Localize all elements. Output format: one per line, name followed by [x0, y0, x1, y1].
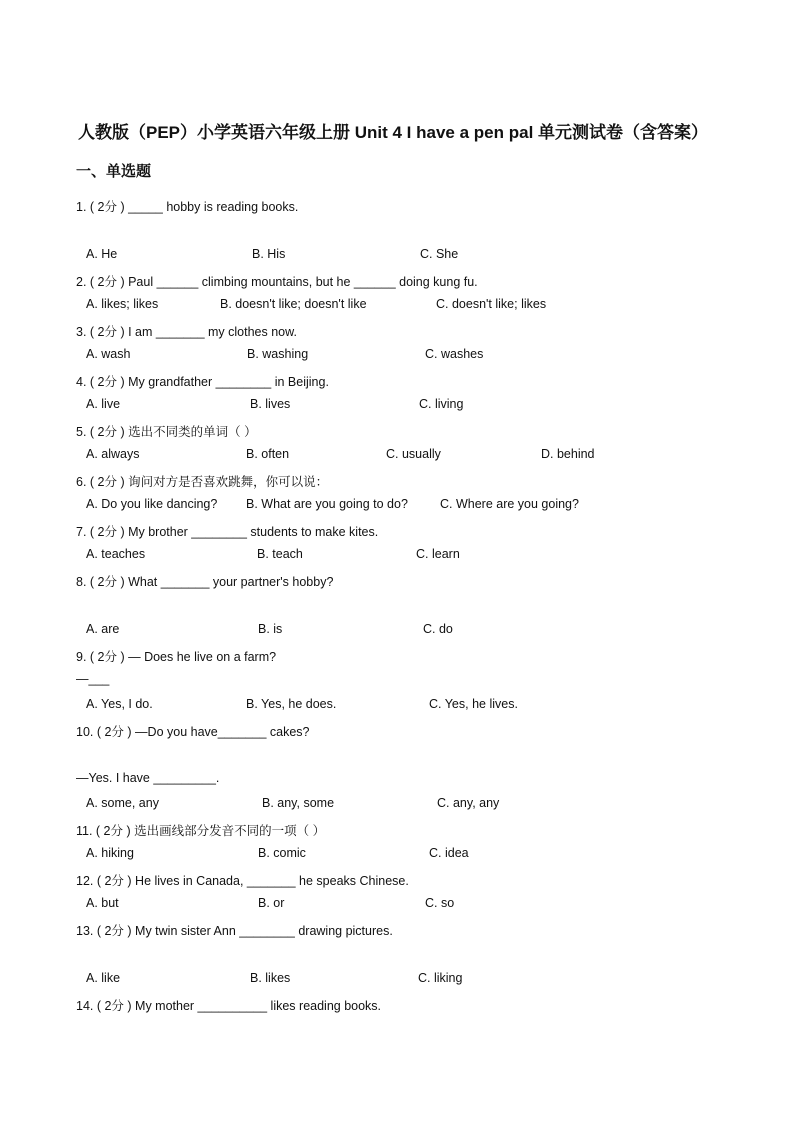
option-b: B. washing — [247, 347, 309, 361]
option-c: C. usually — [386, 447, 441, 461]
option-c: C. learn — [416, 547, 460, 561]
option-a: A. teaches — [86, 547, 146, 561]
option-c: C. Where are you going? — [440, 497, 579, 511]
question-stem: 5. ( 2分 ) 选出不同类的单词（ ） — [76, 425, 257, 439]
option-b: B. doesn't like; doesn't like — [220, 297, 367, 311]
option-a: A. Yes, I do. — [86, 697, 153, 711]
question-stem: 13. ( 2分 ) My twin sister Ann ________ drawing pictures. — [76, 924, 393, 938]
question-stem: 14. ( 2分 ) My mother __________ likes reading books. — [76, 999, 382, 1013]
question-stem: 4. ( 2分 ) My grandfather ________ in Beijing. — [76, 375, 329, 389]
option-c: C. living — [419, 397, 464, 411]
option-a: A. wash — [86, 347, 131, 361]
option-b: B. or — [258, 896, 285, 910]
option-a: A. but — [86, 896, 119, 910]
question-stem: 10. ( 2分 ) —Do you have_______ cakes? — [76, 725, 310, 739]
option-c: C. doesn't like; likes — [436, 297, 547, 311]
question-stem: 12. ( 2分 ) He lives in Canada, _______ he speaks Chinese. — [76, 874, 409, 888]
option-a: A. like — [86, 971, 121, 985]
option-c: C. idea — [429, 846, 469, 860]
dialogue-line: —___ — [76, 672, 110, 686]
option-c: C. do — [423, 622, 453, 636]
option-c: C. She — [420, 247, 459, 261]
option-c: C. any, any — [437, 796, 500, 810]
option-a: A. are — [86, 622, 120, 636]
question-stem: 8. ( 2分 ) What _______ your partner's hobby? — [76, 575, 334, 589]
option-d: D. behind — [541, 447, 595, 461]
option-b: B. His — [252, 247, 286, 261]
option-b: B. teach — [257, 547, 303, 561]
option-a: A. hiking — [86, 846, 134, 860]
question-stem: 11. ( 2分 ) 选出画线部分发音不同的一项（ ） — [76, 824, 326, 838]
question-stem: 3. ( 2分 ) I am _______ my clothes now. — [76, 325, 297, 339]
option-a: A. live — [86, 397, 121, 411]
question-stem: 9. ( 2分 ) — Does he live on a farm? — [76, 650, 277, 664]
option-a: A. Do you like dancing? — [86, 497, 218, 511]
option-b: B. comic — [258, 846, 306, 860]
question-stem: 2. ( 2分 ) Paul ______ climbing mountains, but he ______ doing kung fu. — [76, 275, 478, 289]
option-a: A. likes; likes — [86, 297, 159, 311]
section-heading: 一、单选题 — [76, 163, 152, 180]
option-c: C. so — [425, 896, 455, 910]
option-c: C. Yes, he lives. — [429, 697, 518, 711]
document-title: 人教版（PEP）小学英语六年级上册 Unit 4 I have a pen pal 单元测试卷（含答案） — [78, 123, 709, 142]
option-c: C. liking — [418, 971, 463, 985]
question-stem: 6. ( 2分 ) 询问对方是否喜欢跳舞，你可以说： — [76, 475, 329, 489]
question-stem: 7. ( 2分 ) My brother ________ students to make kites. — [76, 525, 379, 539]
option-a: A. He — [86, 247, 118, 261]
option-b: B. often — [246, 447, 290, 461]
option-c: C. washes — [425, 347, 484, 361]
option-b: B. is — [258, 622, 283, 636]
option-b: B. What are you going to do? — [246, 497, 408, 511]
option-a: A. some, any — [86, 796, 159, 810]
option-b: B. likes — [250, 971, 291, 985]
option-b: B. any, some — [262, 796, 335, 810]
dialogue-line: —Yes. I have _________. — [76, 771, 220, 785]
option-a: A. always — [86, 447, 140, 461]
option-b: B. lives — [250, 397, 291, 411]
option-b: B. Yes, he does. — [246, 697, 337, 711]
question-stem: 1. ( 2分 ) _____ hobby is reading books. — [76, 200, 299, 214]
